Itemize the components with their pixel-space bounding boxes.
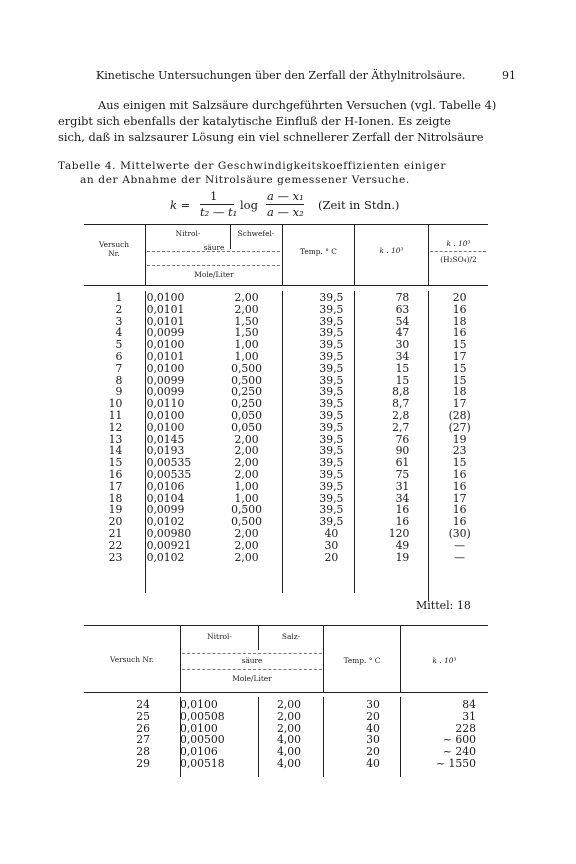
- cell-spacer: [126, 292, 146, 304]
- cell-nitrolsaeure: 0,0100: [146, 291, 185, 304]
- cell-versuch: 21: [108, 526, 123, 540]
- cell-k: 2,7: [392, 420, 410, 434]
- cell-temp: 39,5: [319, 338, 344, 352]
- table-row: [84, 516, 488, 528]
- cell-spacer: [126, 504, 146, 516]
- cell-versuch: 3: [115, 314, 123, 328]
- cell-nitrolsaeure: 0,0106: [146, 479, 185, 493]
- cell-temp: 39,5: [319, 479, 344, 493]
- table-row: [84, 363, 488, 375]
- cell-temp: 39,5: [319, 373, 344, 387]
- cell-nitrolsaeure: 0,00921: [146, 538, 192, 552]
- cell-versuch: 18: [108, 491, 123, 505]
- table-row: [84, 327, 488, 339]
- cell-k: 16: [395, 503, 410, 517]
- cell-kratio: 17: [452, 397, 467, 411]
- table1-header-nitro: Nitrol-: [175, 229, 201, 238]
- cell-spacer: [126, 351, 146, 363]
- cell-spacer: [126, 398, 146, 410]
- cell-schwefelsaeure: 1,00: [234, 491, 259, 505]
- page-header: [96, 69, 516, 82]
- cell-schwefelsaeure: 0,050: [231, 420, 263, 434]
- cell-k: 31: [462, 709, 476, 723]
- cell-schwefelsaeure: 2,00: [234, 526, 259, 540]
- cell-spacer: [126, 434, 146, 446]
- table1-dash: [147, 265, 280, 266]
- cell-salzsaeure: 4,00: [276, 745, 302, 759]
- cell-versuch: 24: [136, 698, 150, 711]
- cell-kratio: 18: [452, 314, 467, 328]
- cell-temp: 30: [324, 538, 339, 552]
- cell-spacer: [126, 363, 146, 375]
- table2-dash: [182, 669, 322, 670]
- table1-dash: [430, 251, 486, 252]
- cell-k: 15: [395, 361, 410, 375]
- cell-temp: 30: [366, 733, 380, 747]
- cell-spacer: [126, 552, 146, 564]
- running-title: Kinetische Untersuchungen über den Zerfall der Äthylnitrolsäure.: [96, 69, 466, 82]
- cell-versuch: 19: [108, 503, 123, 517]
- cell-schwefelsaeure: 2,00: [234, 538, 259, 552]
- cell-schwefelsaeure: 1,50: [234, 314, 259, 328]
- cell-spacer: [126, 493, 146, 505]
- cell-nitrolsaeure: 0,0110: [146, 397, 185, 411]
- cell-nitrolsaeure: 0,0099: [146, 373, 185, 387]
- cell-k: 228: [455, 721, 476, 735]
- cell-versuch: 2: [115, 302, 123, 316]
- cell-schwefelsaeure: 2,00: [234, 291, 259, 304]
- table1-header-mole: Mole/Liter: [194, 270, 234, 279]
- cell-k: 78: [395, 291, 410, 304]
- cell-k: 61: [395, 456, 410, 470]
- table2-body: [84, 699, 488, 770]
- cell-versuch: 15: [108, 456, 123, 470]
- cell-spacer: [126, 410, 146, 422]
- cell-salzsaeure: 2,00: [276, 721, 302, 735]
- cell-nitrolsaeure: 0,0100: [180, 721, 218, 735]
- cell-versuch: 1: [115, 291, 123, 304]
- cell-nitrolsaeure: 0,0193: [146, 444, 185, 458]
- cell-schwefelsaeure: 0,500: [231, 515, 263, 529]
- table-row: [84, 304, 488, 316]
- cell-schwefelsaeure: 1,00: [234, 338, 259, 352]
- table-row: [84, 339, 488, 351]
- cell-nitrolsaeure: 0,00535: [146, 456, 192, 470]
- table1-header-schwefel: Schwefel-: [237, 229, 275, 238]
- cell-schwefelsaeure: 0,250: [231, 385, 263, 399]
- cell-nitrolsaeure: 0,0101: [146, 314, 185, 328]
- cell-temp: 20: [324, 550, 339, 564]
- cell-kratio: 16: [452, 503, 467, 517]
- cell-temp: 39,5: [319, 302, 344, 316]
- cell-nitrolsaeure: 0,0100: [146, 420, 185, 434]
- cell-k: 30: [395, 338, 410, 352]
- cell-kratio: 19: [452, 432, 467, 446]
- formula-note: (Zeit in Stdn.): [318, 198, 400, 212]
- formula-denominator-2: a — x₂: [267, 205, 304, 219]
- cell-spacer: [126, 540, 146, 552]
- cell-kratio: —: [454, 538, 466, 552]
- table-row: [84, 316, 488, 328]
- cell-salzsaeure: 4,00: [276, 733, 302, 747]
- cell-k: ~ 240: [442, 745, 476, 759]
- cell-temp: 39,5: [319, 515, 344, 529]
- cell-nitrolsaeure: 0,0099: [146, 385, 185, 399]
- cell-versuch: 22: [108, 538, 123, 552]
- cell-spacer: [154, 758, 180, 770]
- table-row: [84, 493, 488, 505]
- table-row: [84, 445, 488, 457]
- cell-kratio: 18: [452, 385, 467, 399]
- cell-kratio: 16: [452, 302, 467, 316]
- cell-temp: 39,5: [319, 491, 344, 505]
- cell-versuch: 12: [108, 420, 123, 434]
- cell-salzsaeure: 4,00: [276, 756, 302, 770]
- table-row: [84, 552, 488, 564]
- table-row: [84, 292, 488, 304]
- caption-line-1: Tabelle 4. Mittelwerte der Geschwindigkeitskoeffizienten einiger: [58, 160, 447, 172]
- cell-schwefelsaeure: 2,00: [234, 444, 259, 458]
- cell-spacer: [126, 481, 146, 493]
- cell-temp: 39,5: [319, 361, 344, 375]
- table1-header-rule: [84, 285, 488, 286]
- cell-k: 75: [395, 467, 410, 481]
- cell-nitrolsaeure: 0,0102: [146, 550, 185, 564]
- table-row: [84, 434, 488, 446]
- cell-temp: 30: [366, 698, 380, 711]
- cell-kratio: (27): [448, 420, 471, 434]
- cell-k: ~ 600: [442, 733, 476, 747]
- cell-salzsaeure: 2,00: [276, 698, 302, 711]
- page-number: 91: [502, 69, 516, 82]
- table1-vline: [354, 225, 355, 285]
- cell-nitrolsaeure: 0,0101: [146, 302, 185, 316]
- cell-versuch: 27: [136, 733, 150, 747]
- cell-schwefelsaeure: 0,500: [231, 503, 263, 517]
- table-row: [84, 457, 488, 469]
- cell-kratio: —: [454, 550, 466, 564]
- cell-schwefelsaeure: 1,50: [234, 326, 259, 340]
- cell-spacer: [154, 711, 180, 723]
- table1-header-saeure: säure: [203, 243, 225, 252]
- cell-schwefelsaeure: 2,00: [234, 432, 259, 446]
- cell-kratio: 23: [452, 444, 467, 458]
- cell-schwefelsaeure: 1,00: [234, 479, 259, 493]
- formula-denominator-1: t₂ — t₁: [200, 205, 238, 219]
- table-row: [84, 375, 488, 387]
- cell-k: 76: [395, 432, 410, 446]
- cell-temp: 39,5: [319, 326, 344, 340]
- table1-header-kratio-top: k . 10³: [446, 239, 471, 248]
- cell-temp: 39,5: [319, 432, 344, 446]
- cell-nitrolsaeure: 0,0099: [146, 326, 185, 340]
- table2-header-mole: Mole/Liter: [232, 674, 272, 683]
- cell-temp: 20: [366, 709, 380, 723]
- table-row: [84, 758, 488, 770]
- paragraph-line: sich, daß in salzsaurer Lösung ein viel schnellerer Zerfall der Nitrolsäure: [58, 130, 484, 144]
- table1-header-temp: Temp. ° C: [300, 247, 337, 256]
- cell-versuch: 16: [108, 467, 123, 481]
- table2-header-saeure: säure: [241, 656, 263, 665]
- cell-temp: 39,5: [319, 456, 344, 470]
- cell-versuch: 6: [115, 349, 123, 363]
- cell-spacer: [126, 469, 146, 481]
- cell-k: 8,8: [392, 385, 410, 399]
- cell-temp: 39,5: [319, 467, 344, 481]
- cell-nitrolsaeure: 0,0104: [146, 491, 185, 505]
- cell-temp: 39,5: [319, 420, 344, 434]
- cell-versuch: 29: [136, 756, 150, 770]
- cell-temp: 40: [366, 756, 380, 770]
- cell-spacer: [126, 528, 146, 540]
- cell-spacer: [154, 734, 180, 746]
- cell-spacer: [126, 327, 146, 339]
- cell-k: 63: [395, 302, 410, 316]
- cell-schwefelsaeure: 2,00: [234, 302, 259, 316]
- table1-header-k: k . 10³: [379, 246, 404, 255]
- cell-schwefelsaeure: 0,500: [231, 361, 263, 375]
- cell-k: 31: [395, 479, 410, 493]
- cell-versuch: 13: [108, 432, 123, 446]
- table1-mittel: Mittel: 18: [416, 599, 471, 612]
- cell-schwefelsaeure: 2,00: [234, 467, 259, 481]
- cell-nitrolsaeure: 0,0100: [180, 698, 218, 711]
- cell-kratio: 17: [452, 491, 467, 505]
- cell-k: 15: [395, 373, 410, 387]
- cell-kratio: (30): [448, 526, 471, 540]
- cell-temp: 40: [366, 721, 380, 735]
- formula-numerator-1: 1: [210, 189, 218, 203]
- cell-kratio: 16: [452, 326, 467, 340]
- cell-nitrolsaeure: 0,0106: [180, 745, 218, 759]
- cell-temp: 39,5: [319, 291, 344, 304]
- cell-nitrolsaeure: 0,00980: [146, 526, 192, 540]
- cell-k: 34: [395, 349, 410, 363]
- cell-versuch: 25: [136, 709, 150, 723]
- caption-line-2: an der Abnahme der Nitrolsäure gemessener Versuche.: [80, 174, 410, 186]
- table2-header-temp: Temp. ° C: [343, 656, 381, 665]
- cell-versuch: 28: [136, 745, 150, 759]
- cell-versuch: 23: [108, 550, 123, 564]
- cell-nitrolsaeure: 0,0102: [146, 515, 185, 529]
- table-row: [84, 469, 488, 481]
- cell-kratio: 15: [452, 338, 467, 352]
- rate-formula: [170, 189, 470, 221]
- cell-temp: 39,5: [319, 349, 344, 363]
- cell-k: 84: [462, 698, 476, 711]
- cell-schwefelsaeure: 0,250: [231, 397, 263, 411]
- table-row: [84, 528, 488, 540]
- cell-kratio: 16: [452, 479, 467, 493]
- table-row: [84, 410, 488, 422]
- cell-versuch: 17: [108, 479, 123, 493]
- cell-salzsaeure: 2,00: [276, 709, 302, 723]
- cell-temp: 39,5: [319, 444, 344, 458]
- cell-kratio: 16: [452, 515, 467, 529]
- cell-k: 54: [395, 314, 410, 328]
- cell-k: 16: [395, 515, 410, 529]
- table2-tbody: [84, 699, 488, 770]
- cell-spacer: [126, 304, 146, 316]
- cell-nitrolsaeure: 0,0100: [146, 408, 185, 422]
- cell-schwefelsaeure: 1,00: [234, 349, 259, 363]
- cell-versuch: 8: [115, 373, 123, 387]
- cell-k: 2,8: [392, 408, 410, 422]
- cell-versuch: 4: [115, 326, 123, 340]
- body-paragraph: [58, 97, 508, 145]
- paragraph-line: Aus einigen mit Salzsäure durchgeführten Versuchen (vgl. Tabelle 4): [98, 98, 497, 112]
- table1-header-kratio-bottom: (H₂SO₄)/2: [440, 255, 477, 264]
- table-row: [84, 540, 488, 552]
- cell-versuch: 7: [115, 361, 123, 375]
- formula-lhs: k =: [170, 198, 191, 212]
- cell-nitrolsaeure: 0,00500: [180, 733, 225, 747]
- cell-temp: 20: [366, 745, 380, 759]
- cell-versuch: 20: [108, 515, 123, 529]
- table2-header-nitro: Nitrol-: [207, 632, 232, 641]
- table2-header-rule: [84, 692, 488, 693]
- cell-spacer: [154, 699, 180, 711]
- cell-spacer: [126, 375, 146, 387]
- cell-k: 19: [395, 550, 410, 564]
- table2-dash: [182, 653, 322, 654]
- cell-spacer: [126, 516, 146, 528]
- table-row: [84, 504, 488, 516]
- table2-header-salz: Salz-: [281, 632, 301, 641]
- formula-log: log: [240, 198, 258, 212]
- table-caption: [58, 159, 518, 187]
- cell-schwefelsaeure: 0,050: [231, 408, 263, 422]
- header-nr-text: Nr.: [108, 249, 120, 258]
- cell-schwefelsaeure: 2,00: [234, 456, 259, 470]
- cell-nitrolsaeure: 0,0100: [146, 338, 185, 352]
- table1-body: [84, 292, 488, 563]
- paragraph-line: ergibt sich ebenfalls der katalytische Einfluß der H-Ionen. Es zeigte: [58, 114, 451, 128]
- cell-nitrolsaeure: 0,0099: [146, 503, 185, 517]
- cell-versuch: 5: [115, 338, 123, 352]
- cell-versuch: 10: [108, 397, 123, 411]
- formula-numerator-2: a — x₁: [267, 189, 304, 203]
- cell-temp: 39,5: [319, 385, 344, 399]
- table2-top-rule: [84, 625, 488, 626]
- cell-versuch: 26: [136, 721, 150, 735]
- cell-schwefelsaeure: 0,500: [231, 373, 263, 387]
- cell-k: 8,7: [392, 397, 410, 411]
- cell-kratio: 15: [452, 373, 467, 387]
- table-row: [84, 398, 488, 410]
- cell-temp: 40: [324, 526, 339, 540]
- cell-spacer: [126, 445, 146, 457]
- table1-header-versuch: [84, 240, 144, 258]
- table-row: [84, 351, 488, 363]
- cell-k: ~ 1550: [436, 756, 476, 770]
- table-row: [84, 386, 488, 398]
- table-row: [84, 711, 488, 723]
- header-versuch-text: Versuch: [98, 240, 130, 249]
- cell-versuch: 14: [108, 444, 123, 458]
- cell-spacer: [126, 422, 146, 434]
- cell-schwefelsaeure: 2,00: [234, 550, 259, 564]
- table-row: [84, 422, 488, 434]
- cell-kratio: 17: [452, 349, 467, 363]
- cell-kratio: 15: [452, 456, 467, 470]
- cell-nitrolsaeure: 0,00518: [180, 756, 225, 770]
- cell-nitrolsaeure: 0,00535: [146, 467, 192, 481]
- cell-temp: 39,5: [319, 397, 344, 411]
- cell-kratio: 16: [452, 467, 467, 481]
- cell-kratio: 20: [452, 291, 467, 304]
- cell-k: 120: [388, 526, 410, 540]
- cell-kratio: 15: [452, 361, 467, 375]
- cell-spacer: [126, 386, 146, 398]
- cell-spacer: [154, 746, 180, 758]
- cell-kratio: (28): [448, 408, 471, 422]
- cell-spacer: [126, 316, 146, 328]
- cell-temp: 39,5: [319, 314, 344, 328]
- table2-header-k: k . 10³: [432, 656, 457, 665]
- cell-temp: 39,5: [319, 408, 344, 422]
- cell-k: 90: [395, 444, 410, 458]
- cell-k: 34: [395, 491, 410, 505]
- cell-nitrolsaeure: 0,0145: [146, 432, 185, 446]
- cell-temp: 39,5: [319, 503, 344, 517]
- table-row: [84, 481, 488, 493]
- cell-k: 49: [395, 538, 410, 552]
- cell-nitrolsaeure: 0,0100: [146, 361, 185, 375]
- cell-spacer: [126, 457, 146, 469]
- cell-spacer: [154, 723, 180, 735]
- table1-tbody: [84, 292, 488, 563]
- cell-versuch: 9: [115, 385, 123, 399]
- cell-nitrolsaeure: 0,00508: [180, 709, 225, 723]
- table2-header-versuch: Versuch Nr.: [110, 655, 154, 664]
- cell-nitrolsaeure: 0,0101: [146, 349, 185, 363]
- cell-spacer: [126, 339, 146, 351]
- cell-k: 47: [395, 326, 410, 340]
- cell-versuch: 11: [108, 408, 123, 422]
